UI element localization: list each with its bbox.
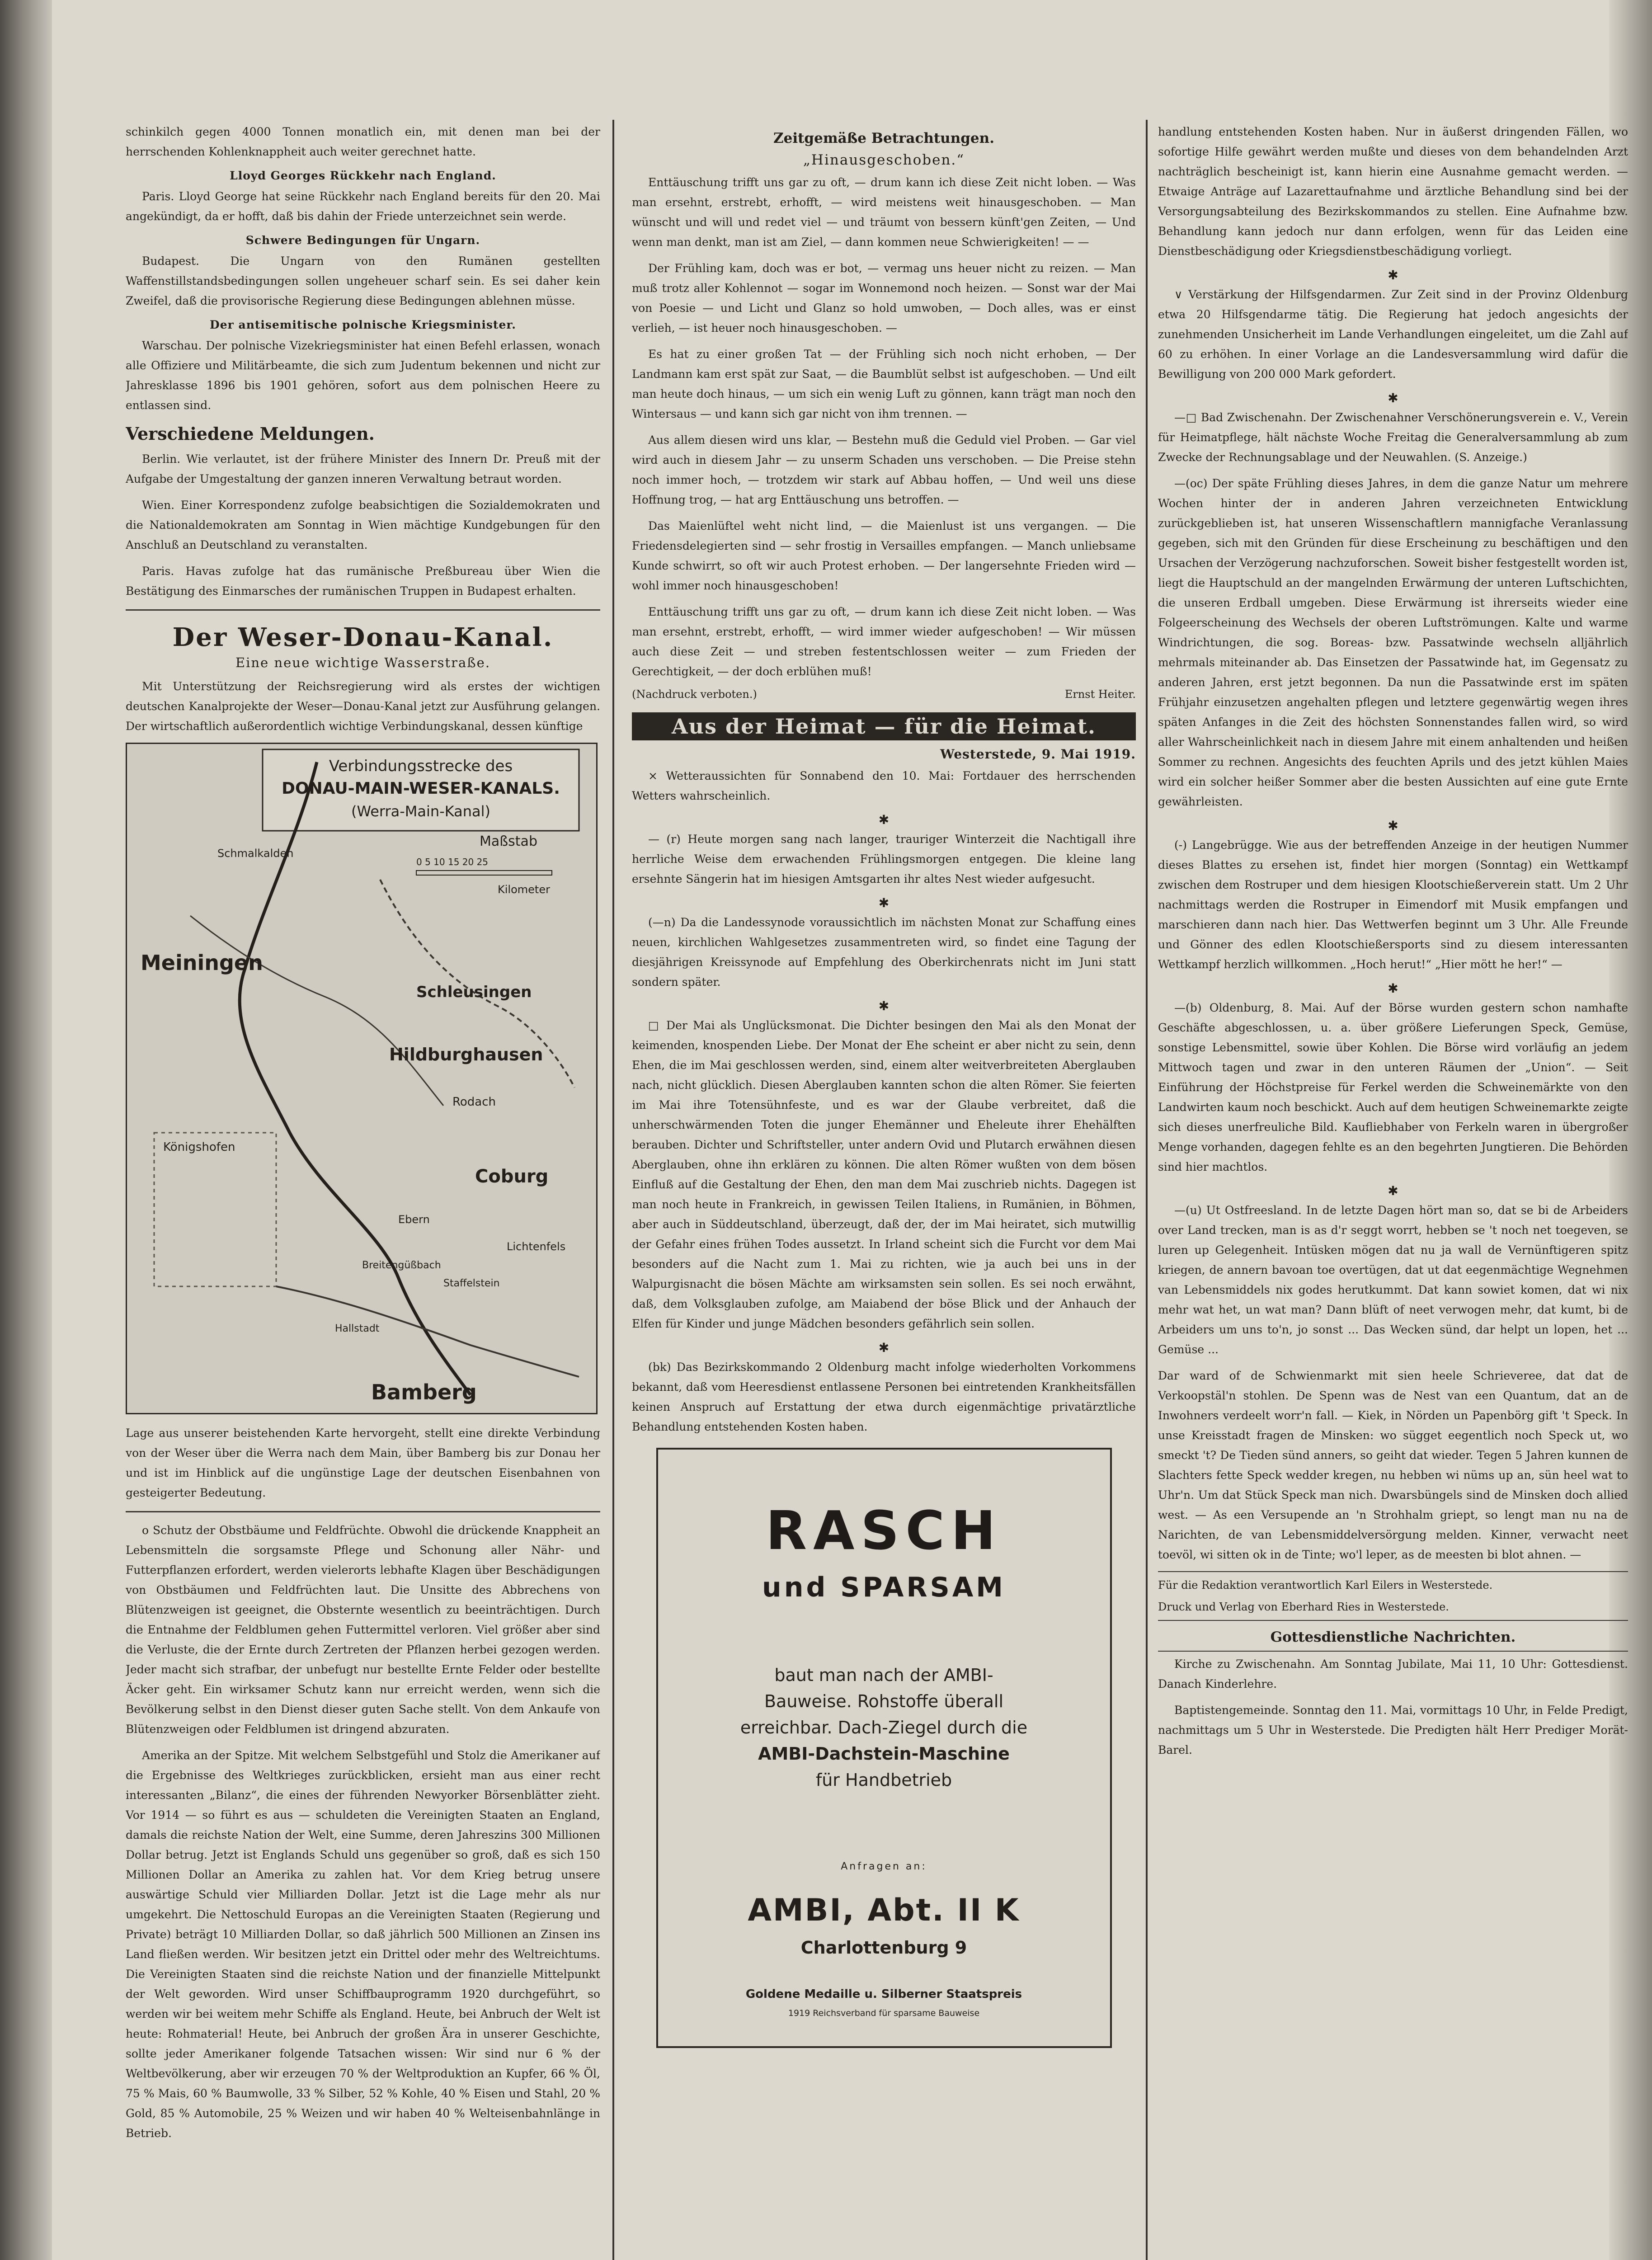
- poem-stanza: Es hat zu einer großen Tat — der Frühling sich noch nicht erhoben, — Der Landmann kam erst spät zur Saat, — die Baumblüt selbst ist aufgeschoben. — Und eilt man heute doch hinaus, — um sich ein wenig Luft zu gönnen, kann trägt man noch den Wintersaus — und kann sich gar nicht von ihm trennen. —: [632, 348, 1136, 420]
- headline-zeitgemaesse-betrachtungen: Zeitgemäße Betrachtungen.: [773, 130, 994, 146]
- map-title-line3: (Werra-Main-Kanal): [351, 803, 491, 820]
- report-synode: (—n) Da die Landessynode voraussichtlich im nächsten Monat zur Schaffung eines neuen, kirchlichen Wahlgesetzes zusammentreten wird, so findet eine Tagung der diesjährigen Kreissynode auf Empfehlung des Oberkirchenrats nicht im Juni statt sondern später.: [632, 916, 1136, 989]
- map-scale-numbers: 0 5 10 15 20 25: [416, 857, 489, 867]
- article-ungarn: Budapest. Die Ungarn von den Rumänen gestellten Waffenstillstandsbedingungen sollen ungeheuer scharf sein. Es sei daher kein Zweifel, daß die provisorische Regierung diese Bedingungen ablehnen müsse.: [126, 254, 600, 307]
- separator-asterisk: ✱: [878, 998, 890, 1013]
- poem-signature: [632, 688, 1136, 701]
- poem-stanza: Aus allem diesen wird uns klar, — Bestehn muß die Geduld viel Proben. — Gar viel wird auch in diesem Jahr — zu unserm Schaden uns verschoben. — Die Preise stehn noch immer hoch, — trotzdem wir stark auf Abbau hoffen, — Und weil uns diese Hoffnung trog, — hat arg Enttäuschung uns betroffen. —: [632, 433, 1136, 506]
- article-continuation: schinkilch gegen 4000 Tonnen monatlich ein, mit denen man bei der herrschenden Kohlenknappheit auch weiter gerechnet hatte.: [126, 125, 600, 158]
- map-place-schmalkalden: Schmalkalden: [217, 847, 294, 860]
- ad-headline-rasch: RASCH: [766, 1499, 1002, 1562]
- map-place-hallstadt: Hallstadt: [335, 1323, 380, 1334]
- separator-asterisk: ✱: [878, 1340, 890, 1355]
- report-spaeter-fruehling: —(oc) Der späte Frühling dieses Jahres, in dem die ganze Natur um mehrere Wochen hinter der in anderen Jahren verzeichneten Entwicklung zurückgeblieben ist, hat unseren Wissenschaftlern mannigfache Veranlassung gegeben, sich mit den Gründen für diese Erscheinung zu beschäftigen und den Ursachen der Verzögerung nachzuforschen. Soweit bisher festgestellt worden ist, liegt die Hauptschuld an der mangelnden Erwärmung der unteren Luftschichten, die unseren Erdball umgeben. Diese Erwärmung ist ihrerseits wieder eine Folgeerscheinung des Wechsels der oberen Luftströmungen. Kalte und warme Windrichtungen, die sog. Boreas- bzw. Passatwinde wechseln alljährlich mehrmals miteinander ab. Das Einsetzen der Passatwinde hat, im Gegensatz zu anderen Jahren, erst jetzt begonnen. Da nun die Passatwinde erst im späten Frühjahr einzusetzen angehalten pflegen und letztere gegenwärtig wegen ihres späten Anfanges in die Zeit des höchsten Sonnenstandes fallen wird, so wird aller Wahrscheinlichkeit nach in diesem Jahre mit einem anhaltenden und heißen Sommer zu rechnen. Angesichts des feuchten Aprils und des jetzt kühlen Maies wird ein solcher heißer Sommer aber die besten Aussichten auf eine gute Ernte gewährleisten.: [1158, 477, 1628, 808]
- map-title-line2: DONAU-MAIN-WESER-KANALS.: [282, 779, 560, 798]
- separator-asterisk: ✱: [1388, 981, 1398, 996]
- impressum-editor: Für die Redaktion verantwortlich Karl Eilers in Westerstede.: [1158, 1579, 1493, 1591]
- subheadline-hinausgeschoben: „Hinausgeschoben.“: [803, 152, 965, 168]
- map-place-bamberg: Bamberg: [371, 1380, 477, 1404]
- report-berlin: Berlin. Wie verlautet, ist der frühere Minister des Innern Dr. Preuß mit der Aufgabe der Umgestaltung der ganzen inneren Verwaltung betraut worden.: [126, 452, 600, 485]
- map-border: [154, 1133, 276, 1286]
- article-lloyd: Paris. Lloyd George hat seine Rückkehr nach England bereits für den 20. Mai angekündigt, da er hofft, daß bis dahin der Friede unterzeichnet sein werde.: [126, 190, 600, 223]
- column-rule: [612, 120, 614, 2260]
- map-label-kilometer: Kilometer: [498, 883, 550, 896]
- ad-prize: 1919 Reichsverband für sparsame Bauweise: [788, 2008, 980, 2018]
- dateline: Westerstede, 9. Mai 1919.: [940, 747, 1136, 762]
- poem-stanza: Enttäuschung trifft uns gar zu oft, — drum kann ich diese Zeit nicht loben. — Was man ersehnt, erstrebt, erhofft, — wird immer wieder aufgeschoben! — Wir müssen auch diese Zeit — und streben festentschlossen weiter — zum Frieden der Gerechtigkeit, — der doch erblühen muß!: [632, 605, 1136, 678]
- article-amerika: Amerika an der Spitze. Mit welchem Selbstgefühl und Stolz die Amerikaner auf die Ergebnisse des Weltkrieges zurückblicken, ersieht man aus einer recht interessanten „Bilanz“, die eines der führenden Newyorker Börsenblätter zieht. Vor 1914 — so führt es aus — schuldeten die Vereinigten Staaten an England, damals die reichste Nation der Welt, eine Summe, deren Jahreszins 300 Millionen Dollar betrug. Jetzt ist Englands Schuld uns gegenüber so groß, daß es sich 150 Millionen Dollar an Amerika zu zahlen hat. Vor dem Krieg betrug unsere auswärtige Schuld vier Milliarden Dollar. Jetzt ist die Lage mehr als nur umgekehrt. Die Nettoschuld Europas an die Vereinigten Staaten (Regierung und Private) beträgt 10 Milliarden Dollar, so daß jährlich 500 Millionen an Zinsen ins Land fließen werden. Wir besitzen jetzt ein Drittel oder mehr des Weltreichtums. Die Vereinigten Staaten sind die reichste Nation und der finanzielle Mittelpunkt der Welt geworden. Wird unser Schiffbauprogramm 1920 durchgeführt, so werden wir bei weitem mehr Schiffe als England. Heute, bei Anbruch der Welt ist heute: Rohmaterial! Heute, bei Anbruch der großen Ära in unserer Geschichte, sollte jeder Amerikaner folgende Tatsachen wissen: Wir sind nur 6 % der Weltbevölkerung, aber wir erzeugen 70 % der Weltproduktion an Kupfer, 66 % Öl, 75 % Mais, 60 % Baumwolle, 33 % Silber, 52 % Kohle, 40 % Eisen und Stahl, 20 % Gold, 85 % Automobile, 25 % Weizen und wir haben 40 % Welteisenbahnlänge in Betrieb.: [126, 1749, 600, 2140]
- report-nachtigall: — (r) Heute morgen sang nach langer, trauriger Winterzeit die Nachtigall ihre herrliche Weise dem erwachenden Frühlingsmorgen entgegen. Die kleine lang ersehnte Sängerin hat im hiesigen Amtsgarten ihr altes Nest wieder aufgesucht.: [632, 833, 1136, 885]
- notice-kirche: Kirche zu Zwischenahn. Am Sonntag Jubilate, Mai 11, 10 Uhr: Gottesdienst. Danach Kinderlehre.: [1158, 1657, 1628, 1690]
- reprint-notice: (Nachdruck verboten.): [632, 688, 757, 701]
- report-paris: Paris. Havas zufolge hat das rumänische Preßbureau über Wien die Bestätigung des Einmarsches der rumänischen Truppen in Budapest erhalten.: [126, 565, 600, 598]
- notice-baptisten: Baptistengemeinde. Sonntag den 11. Mai, vormittags 10 Uhr, in Felde Predigt, nachmittags um 5 Uhr in Westerstede. Die Predigten hält Herr Prediger Morät-Barel.: [1158, 1704, 1628, 1756]
- column-left: [126, 122, 600, 2260]
- report-bad-zwischenahn: —□ Bad Zwischenahn. Der Zwischenahner Verschönerungsverein e. V., Verein für Heimatpflege, hält nächste Woche Freitag die Generalversammlung ab zum Zwecke der Rechnungsablage und der Neuwahlen. (S. Anzeige.): [1158, 411, 1628, 464]
- article-weser-continued: Lage aus unserer beistehenden Karte hervorgeht, stellt eine direkte Verbindung von der Weser über die Werra nach dem Main, über Bamberg bis zur Donau her und ist im Hinblick auf die ungünstige Lage der deutschen Eisenbahnen von gesteigerter Bedeutung.: [126, 1427, 600, 1499]
- ad-line: für Handbetrieb: [815, 1770, 952, 1790]
- map-title-line1: Verbindungsstrecke des: [329, 757, 513, 775]
- ad-inquiries: Anfragen an:: [841, 1861, 927, 1872]
- ad-line: baut man nach der AMBI-: [774, 1665, 993, 1685]
- report-hilfsgendarmen: ∨ Verstärkung der Hilfsgendarmen. Zur Zeit sind in der Provinz Oldenburg etwa 20 Hilfsgendarme tätig. Die Regierung hat jedoch angesichts der zunehmenden Unsicherheit im Lande Verhandlungen eingeleitet, um die Zahl auf 60 zu erhöhen. In einer Vorlage an die Landesversammlung wird dafür die Bewilligung von 200 000 Mark gefordert.: [1158, 288, 1628, 381]
- map-scale-bar: [416, 871, 552, 875]
- binding-gutter: [0, 0, 52, 2260]
- report-ostfreesland: —(u) Ut Ostfreesland. In de letzte Dagen hört man so, dat se bi de Arbeiders over Land trecken, man is as d'r seggt worrt, hebben se 't noch net toegeven, se luren up Gelegenheit. Intüsken mögen dat nu ja wall de Vernünftigeren spitz kriegen, de annern bavoan toe overtügen, dat ut dat eegenmächtige Wegnehmen van Lebensmiddels nix godes herutkummt. Dat kann sowiet komen, dat wi nix mehr wat het, un wat man? Dann blüft of neet verwogen mehr, dat kumt, bi de Arbeiders um uns to'n, jo sonst ... Das Wecken sünd, dar helpt un lopen, het ... Gemüse ...: [1158, 1204, 1628, 1356]
- divider: [1158, 1651, 1628, 1652]
- map-place-breitenguessbach: Breitengüßbach: [362, 1260, 441, 1271]
- article-weser: Mit Unterstützung der Reichsregierung wird als erstes der wichtigen deutschen Kanalprojekte der Weser—Donau-Kanal jetzt zur Ausführung gelangen. Der wirtschaftlich außerordentlich wichtige Verbindungskanal, dessen künftige: [126, 680, 600, 733]
- article-polish-minister: Warschau. Der polnische Vizekriegsminister hat einen Befehl erlassen, wonach alle Offiziere und Militärbeamte, die sich zum Judentum bekennen und nicht zur Jahresklasse 1896 bis 1901 gehören, sofort aus dem polnischen Heere zu entlassen sind.: [126, 339, 600, 412]
- separator-asterisk: ✱: [878, 895, 890, 910]
- separator-asterisk: ✱: [1388, 268, 1398, 282]
- map-place-hildburghausen: Hildburghausen: [389, 1045, 543, 1064]
- poem-stanza: Das Maienlüftel weht nicht lind, — die Maienlust ist uns vergangen. — Die Friedensdelegierten sind — sehr frostig in Versailles empfangen. — Manch unliebsame Kunde schwirrt, so oft wir auch Protest erhoben. — Der langersehnte Frieden wird — wohl immer noch hinausgeschoben!: [632, 519, 1136, 592]
- map-place-ebern: Ebern: [398, 1213, 430, 1226]
- divider: [1158, 1620, 1628, 1621]
- report-oldenburg: —(b) Oldenburg, 8. Mai. Auf der Börse wurden gestern schon namhafte Geschäfte abgeschlossen, u. a. über größere Lieferungen Speck, Gemüse, sonstige Lebensmittel, sowie über Kohlen. Die Börse wird vorläufig an jedem Mittwoch tagen und zwar in den unteren Räumen der „Union“. — Seit Einführung der Höchstpreise für Ferkel werden die Schweinemärkte von den Landwirten kaum noch beschickt. Auch auf dem heutigen Schweinemarkte zeigte sich dieses unerfreuliche Bild. Kaufliebhaber von Ferkeln waren in übergroßer Menge vorhanden, dagegen fehlte es an den begehrten Jungtieren. Die Behörden sind hier machtlos.: [1158, 1001, 1628, 1173]
- map-scale-label: Maßstab: [480, 833, 537, 849]
- ad-line: erreichbar. Dach-Ziegel durch die: [740, 1718, 1028, 1737]
- divider: [1158, 1571, 1628, 1572]
- map-place-koenigshofen: Königshofen: [163, 1140, 235, 1154]
- ad-firm: AMBI, Abt. II K: [748, 1893, 1020, 1928]
- report-ostfreesland-continued: Dar ward of de Schwienmarkt mit sien heele Schrieveree, dat dat de Verkoopstäl'n stohlen. De Spenn was de Nest van een Quantum, dat an de Inwohners verdeelt worr'n fall. — Kiek, in Nörden un Papenbörg gift 't Speck. In unse Kreisstadt fragen de Minsken: wo sügget eegentlich noch Speck ut, wo smeckt 't? De Tieden sünd anners, so geiht dat wieder. Tegen 5 Jahren kunnen de Slachters fette Speck wedder kregen, nu hebben wi nüms up an, sün heel wat to Uhr'n. Um dat Stück Speck man nich. Dwarsbüngels sind de Minsken doch allied west. — As een Versupende an 'n Strohhalm griept, so lengt man nu na de Narichten, de van Lebensmiddelversörgung melden. Kinner, verwacht neet toevöl, wi sitten ok in de Tinte; wo'l leper, as de meesten bi blot ahnen. —: [1158, 1369, 1628, 1561]
- map-place-coburg: Coburg: [475, 1166, 549, 1187]
- advertisement-ambi: [656, 1448, 1112, 2048]
- column-right: [1158, 122, 1628, 2260]
- map-place-meiningen: Meiningen: [141, 951, 263, 975]
- headline-lloyd: Lloyd Georges Rückkehr nach England.: [230, 169, 496, 182]
- map-place-rodach: Rodach: [452, 1095, 496, 1109]
- canal-map-drawing: [127, 744, 596, 1413]
- ad-line: AMBI-Dachstein-Maschine: [758, 1744, 1010, 1764]
- section-heimat: Aus der Heimat — für die Heimat.: [632, 712, 1136, 740]
- headline-misc-reports: Verschiedene Meldungen.: [126, 424, 375, 444]
- map-river-werra: [190, 916, 443, 1106]
- ad-headline-sparsam: und SPARSAM: [762, 1572, 1006, 1603]
- headline-polish-minister: Der antisemitische polnische Kriegsminister.: [210, 318, 516, 331]
- map-place-staffelstein: Staffelstein: [443, 1278, 500, 1289]
- divider: [126, 609, 600, 611]
- report-wien: Wien. Einer Korrespondenz zufolge beabsichtigen die Sozialdemokraten und die Nationaldemokraten am Sonntag in Wien mächtige Kundgebungen für den Anschluß an Deutschland zu veranstalten.: [126, 499, 600, 551]
- map-place-schleusingen: Schleusingen: [416, 983, 532, 1001]
- article-continuation: handlung entstehenden Kosten haben. Nur in äußerst dringenden Fällen, wo sofortige Hilfe gewährt werden mußte und dieses von dem behandelnden Arzt nachträglich bescheinigt ist, kann hierin eine Ausnahme gemacht werden. — Etwaige Anträge auf Lazarettaufnahme und ärztliche Behandlung sind bei der Versorgungsabteilung des Bezirkskommandos zu stellen. Eine Aufnahme bzw. Behandlung kann jedoch nur dann erfolgen, wenn für das Leiden eine Dienstbeschädigung oder Kriegsdienstbeschädigung vorliegt.: [1158, 125, 1628, 258]
- separator-asterisk: ✱: [1388, 818, 1398, 833]
- column-middle: [632, 122, 1136, 2260]
- separator-asterisk: ✱: [1388, 391, 1398, 405]
- divider: [126, 1511, 600, 1512]
- map-place-lichtenfels: Lichtenfels: [507, 1240, 566, 1253]
- report-bezirkskommando: (bk) Das Bezirkskommando 2 Oldenburg macht infolge wiederholten Vorkommens bekannt, daß vom Heeresdienst entlassene Personen bei eintretenden Krankheitsfällen keinen Anspruch auf Erstattung der etwa durch eigenmächtige privatärztliche Behandlung entstehenden Kosten haben.: [632, 1361, 1136, 1433]
- separator-asterisk: ✱: [1388, 1183, 1398, 1198]
- poem-stanza: Enttäuschung trifft uns gar zu oft, — drum kann ich diese Zeit nicht loben. — Was man ersehnt, erstrebt, erhofft, — wird meistens weit hinausgeschoben. — Man wünscht und will und redet viel — und träumt von bessern künft'gen Zeiten, — Und wenn man denkt, man ist am Ziel, — dann kommen neue Schwierigkeiten! — —: [632, 176, 1136, 249]
- poem-stanza: Der Frühling kam, doch was er bot, — vermag uns heuer nicht zu reizen. — Man muß trotz aller Kohlennot — sogar im Wonnemond noch heizen. — Sonst war der Mai von Poesie — und Licht und Glanz so hold umwoben, — Doch alles, was er einst verlieh, — ist heuer noch hinausgeschoben. —: [632, 262, 1136, 334]
- subheadline-weser: Eine neue wichtige Wasserstraße.: [235, 655, 491, 670]
- headline-ungarn: Schwere Bedingungen für Ungarn.: [245, 234, 480, 247]
- separator-asterisk: ✱: [878, 812, 890, 827]
- ad-line: Bauweise. Rohstoffe überall: [764, 1691, 1003, 1711]
- author-name: Ernst Heiter.: [1064, 688, 1136, 701]
- report-langebruegge: (-) Langebrügge. Wie aus der betreffenden Anzeige in der heutigen Nummer dieses Blattes zu ersehen ist, findet hier morgen (Sonntag) ein Wettkampf zwischen dem Rostruper und dem hiesigen Klootschießerverein statt. Um 2 Uhr nachmittags werden die Rostruper in Eimendorf mit Musik empfangen und marschieren dann nach hier. Das Wettwerfen beginnt um 3 Uhr. Alle Freunde und Gönner des edlen Klootschießersports sind zu diesem interessanten Wettkampf herzlich willkommen. „Hoch herut!“ „Hier mött he her!“ —: [1158, 838, 1628, 971]
- ad-city: Charlottenburg 9: [800, 1938, 967, 1958]
- impressum-publisher: Druck und Verlag von Eberhard Ries in Westerstede.: [1158, 1601, 1449, 1613]
- ad-medal: Goldene Medaille u. Silberner Staatspreis: [745, 1987, 1022, 2001]
- column-rule: [1146, 120, 1148, 2260]
- article-obstbaeume: o Schutz der Obstbäume und Feldfrüchte. Obwohl die drückende Knappheit an Lebensmitteln die sorgsamste Pflege und Schonung aller Nähr- und Futterpflanzen erfordert, werden vielerorts lebhafte Klagen über Beschädigungen von Obstbäumen und Feldfrüchten laut. Die Unsitte des Abbrechens von Blütenzweigen ist geeignet, die Obsternte wesentlich zu beeinträchtigen. Durch die Entnahme der Feldblumen gehen Futtermittel verloren. Viel größer aber sind die Verluste, die der Ernte durch Zertreten der Pflanzen herbei gezogen werden. Jeder macht sich strafbar, der unbefugt nur bestellte Ernte Felder oder bestellte Äcker geht. Ein wirksamer Schutz kann nur erreicht werden, wenn sich die Bevölkerung selbst in den Dienst dieser guten Sache stellt. Von dem Ankaufe von Blütenzweigen oder Feldblumen ist dringend abzuraten.: [126, 1524, 600, 1736]
- report-weather: × Wetteraussichten für Sonnabend den 10. Mai: Fortdauer des herrschenden Wetters wahrscheinlich.: [632, 769, 1136, 802]
- headline-weser-donau-kanal: Der Weser-Donau-Kanal.: [172, 622, 554, 652]
- canal-map: [126, 743, 598, 1414]
- article-mai-ungluecksmonat: □ Der Mai als Unglücksmonat. Die Dichter besingen den Mai als den Monat der keimenden, knospenden Liebe. Der Monat der Ehe scheint er aber nicht zu sein, denn Ehen, die im Mai geschlossen werden, sind, einem alter weitverbreiteten Aberglauben nach, nicht glücklich. Diesen Aberglauben kannten schon die alten Römer. Sie feierten im Mai ihre Totensühnfeste, und es war der Glaube verbreitet, daß die unherschwärmenden Toten die junger Ehemänner und Eheleute ihrer Ehehälften berauben. Dichter und Schriftsteller, unter andern Ovid und Plutarch erwähnen diesen Aberglauben, ohne ihn erklären zu können. Die alten Römer wußten von dem bösen Einfluß auf die Gestaltung der Ehen, den man dem Mai zuschrieb nichts. Dagegen ist man noch heute in Frankreich, in gewissen Teilen Italiens, in Rumänien, in Böhmen, aber auch in Süddeutschland, überzeugt, daß der, der im Mai heiratet, sich mutwillig der Gefahr eines frühen Todes aussetzt. In Irland scheint sich die Furcht vor dem Mai besonders auf die Nacht zum 1. Mai zu richten, wie ja auch bei uns in der Walpurgisnacht die bösen Mächte am wirksamsten sein sollen. Es sei noch erwähnt, daß, dem Volksglauben zufolge, am Maiabend der böse Blick und der Anhauch der Elfen für Kinder und junge Mädchen besonders gefährlich sein sollen.: [632, 1019, 1136, 1330]
- headline-gottesdienst: Gottesdienstliche Nachrichten.: [1270, 1629, 1516, 1645]
- ad-body: [712, 1662, 1056, 1793]
